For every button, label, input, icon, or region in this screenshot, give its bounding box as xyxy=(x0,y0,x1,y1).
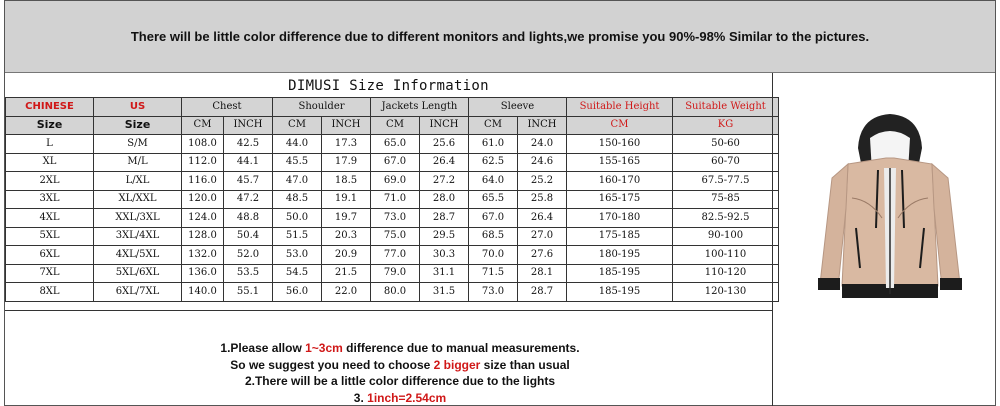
unit-sleeve-inch: INCH xyxy=(518,116,567,135)
cell-sleeve-cm: 62.5 xyxy=(469,153,518,172)
cell-shoulder-cm: 53.0 xyxy=(273,246,322,265)
cell-chest-inch: 53.5 xyxy=(224,264,273,283)
cell-shoulder-inch: 17.9 xyxy=(322,153,371,172)
cell-chinese-size: 5XL xyxy=(6,227,94,246)
note-line-3: 2.There will be a little color difference due to the lights xyxy=(244,374,556,388)
unit-shoulder-inch: INCH xyxy=(322,116,371,135)
cell-shoulder-cm: 50.0 xyxy=(273,209,322,228)
cell-weight-kg: 75-85 xyxy=(673,190,779,209)
cell-sleeve-cm: 65.5 xyxy=(469,190,518,209)
cell-weight-kg: 82.5-92.5 xyxy=(673,209,779,228)
cell-chinese-size: 6XL xyxy=(6,246,94,265)
cell-chinese-size: 8XL xyxy=(6,283,94,302)
cell-weight-kg: 60-70 xyxy=(673,153,779,172)
cell-length-cm: 80.0 xyxy=(371,283,420,302)
cell-shoulder-cm: 45.5 xyxy=(273,153,322,172)
cell-us-size: 6XL/7XL xyxy=(94,283,182,302)
cell-weight-kg: 100-110 xyxy=(673,246,779,265)
cell-shoulder-cm: 56.0 xyxy=(273,283,322,302)
cell-shoulder-inch: 18.5 xyxy=(322,172,371,191)
table-row xyxy=(6,135,779,154)
unit-length-inch: INCH xyxy=(420,116,469,135)
cell-chest-inch: 48.8 xyxy=(224,209,273,228)
cell-chest-cm: 108.0 xyxy=(182,135,224,154)
header-jackets-length: Jackets Length xyxy=(371,98,469,117)
cell-chest-cm: 112.0 xyxy=(182,153,224,172)
cell-sleeve-cm: 64.0 xyxy=(469,172,518,191)
unit-chest-inch: INCH xyxy=(224,116,273,135)
note-highlight: 2 bigger xyxy=(433,357,481,372)
cell-shoulder-inch: 21.5 xyxy=(322,264,371,283)
cell-height-cm: 155-165 xyxy=(567,153,673,172)
cell-length-cm: 65.0 xyxy=(371,135,420,154)
table-row xyxy=(6,209,779,228)
cell-us-size: XL/XXL xyxy=(94,190,182,209)
unit-height-cm: CM xyxy=(567,116,673,135)
note-line-4: 3. 1inch=2.54cm xyxy=(353,390,447,405)
cell-length-inch: 26.4 xyxy=(420,153,469,172)
unit-sleeve-cm: CM xyxy=(469,116,518,135)
cell-chest-inch: 47.2 xyxy=(224,190,273,209)
size-table-title: DIMUSI Size Information xyxy=(288,77,489,94)
cell-height-cm: 150-160 xyxy=(567,135,673,154)
cell-shoulder-cm: 51.5 xyxy=(273,227,322,246)
hooded-jacket-icon xyxy=(790,108,990,308)
cell-sleeve-inch: 24.0 xyxy=(518,135,567,154)
cell-weight-kg: 110-120 xyxy=(673,264,779,283)
header-chest: Chest xyxy=(182,98,273,117)
cell-chest-cm: 116.0 xyxy=(182,172,224,191)
cell-sleeve-cm: 67.0 xyxy=(469,209,518,228)
cell-length-inch: 29.5 xyxy=(420,227,469,246)
banner-text: There will be little color difference due to different monitors and lights,we promise you 90%-98% Similar to the pictures. xyxy=(130,29,870,44)
unit-length-cm: CM xyxy=(371,116,420,135)
cell-length-inch: 31.5 xyxy=(420,283,469,302)
cell-height-cm: 185-195 xyxy=(567,283,673,302)
cell-length-inch: 28.0 xyxy=(420,190,469,209)
cell-weight-kg: 90-100 xyxy=(673,227,779,246)
cell-chest-inch: 55.1 xyxy=(224,283,273,302)
note-line-2: So we suggest you need to choose 2 bigger size than usual xyxy=(230,357,570,372)
cell-length-cm: 67.0 xyxy=(371,153,420,172)
cell-chest-cm: 136.0 xyxy=(182,264,224,283)
table-row xyxy=(6,153,779,172)
size-table xyxy=(5,97,779,302)
cell-sleeve-cm: 61.0 xyxy=(469,135,518,154)
cell-chinese-size: XL xyxy=(6,153,94,172)
unit-chinese-size: Size xyxy=(6,116,94,135)
cell-length-inch: 25.6 xyxy=(420,135,469,154)
cell-chest-inch: 45.7 xyxy=(224,172,273,191)
cell-weight-kg: 120-130 xyxy=(673,283,779,302)
cell-chinese-size: 7XL xyxy=(6,264,94,283)
cell-height-cm: 175-185 xyxy=(567,227,673,246)
cell-chest-cm: 128.0 xyxy=(182,227,224,246)
cell-sleeve-inch: 24.6 xyxy=(518,153,567,172)
cell-height-cm: 160-170 xyxy=(567,172,673,191)
cell-height-cm: 165-175 xyxy=(567,190,673,209)
cell-us-size: 4XL/5XL xyxy=(94,246,182,265)
jacket-image xyxy=(790,108,990,308)
cell-chinese-size: 4XL xyxy=(6,209,94,228)
cell-height-cm: 170-180 xyxy=(567,209,673,228)
cell-weight-kg: 67.5-77.5 xyxy=(673,172,779,191)
cell-sleeve-cm: 71.5 xyxy=(469,264,518,283)
cell-us-size: 3XL/4XL xyxy=(94,227,182,246)
header-chinese: CHINESE xyxy=(6,98,94,117)
unit-shoulder-cm: CM xyxy=(273,116,322,135)
cell-us-size: XXL/3XL xyxy=(94,209,182,228)
cell-sleeve-cm: 68.5 xyxy=(469,227,518,246)
cell-length-inch: 27.2 xyxy=(420,172,469,191)
notes-section xyxy=(5,310,772,406)
note-line-1: 1.Please allow 1~3cm difference due to manual measurements. xyxy=(220,341,580,355)
cell-height-cm: 185-195 xyxy=(567,264,673,283)
cell-sleeve-cm: 73.0 xyxy=(469,283,518,302)
cell-chest-cm: 120.0 xyxy=(182,190,224,209)
cell-length-inch: 28.7 xyxy=(420,209,469,228)
cell-sleeve-inch: 28.1 xyxy=(518,264,567,283)
cell-chest-inch: 50.4 xyxy=(224,227,273,246)
header-shoulder: Shoulder xyxy=(273,98,371,117)
cell-shoulder-inch: 22.0 xyxy=(322,283,371,302)
cell-length-inch: 30.3 xyxy=(420,246,469,265)
cell-shoulder-cm: 44.0 xyxy=(273,135,322,154)
cell-chest-inch: 44.1 xyxy=(224,153,273,172)
cell-sleeve-inch: 27.0 xyxy=(518,227,567,246)
cell-length-cm: 75.0 xyxy=(371,227,420,246)
cell-us-size: M/L xyxy=(94,153,182,172)
unit-us-size: Size xyxy=(94,116,182,135)
cell-us-size: L/XL xyxy=(94,172,182,191)
header-suitable-height: Suitable Height xyxy=(567,98,673,117)
cell-sleeve-inch: 26.4 xyxy=(518,209,567,228)
cell-shoulder-cm: 47.0 xyxy=(273,172,322,191)
cell-sleeve-inch: 25.2 xyxy=(518,172,567,191)
cell-shoulder-cm: 54.5 xyxy=(273,264,322,283)
table-row xyxy=(6,264,779,283)
cell-sleeve-inch: 27.6 xyxy=(518,246,567,265)
cell-length-cm: 73.0 xyxy=(371,209,420,228)
cell-chinese-size: 3XL xyxy=(6,190,94,209)
table-row xyxy=(6,227,779,246)
cell-us-size: S/M xyxy=(94,135,182,154)
cell-chest-cm: 140.0 xyxy=(182,283,224,302)
cell-weight-kg: 50-60 xyxy=(673,135,779,154)
cell-chinese-size: L xyxy=(6,135,94,154)
cell-us-size: 5XL/6XL xyxy=(94,264,182,283)
cell-shoulder-inch: 20.3 xyxy=(322,227,371,246)
cell-length-cm: 79.0 xyxy=(371,264,420,283)
unit-weight-kg: KG xyxy=(673,116,779,135)
table-row xyxy=(6,172,779,191)
cell-shoulder-inch: 20.9 xyxy=(322,246,371,265)
header-unit-row xyxy=(6,116,779,135)
cell-shoulder-inch: 19.1 xyxy=(322,190,371,209)
header-sleeve: Sleeve xyxy=(469,98,567,117)
cell-length-cm: 69.0 xyxy=(371,172,420,191)
table-row xyxy=(6,246,779,265)
note-highlight: 1inch=2.54cm xyxy=(367,390,447,405)
cell-chest-cm: 132.0 xyxy=(182,246,224,265)
color-disclaimer-banner xyxy=(5,1,995,73)
header-suitable-weight: Suitable Weight xyxy=(673,98,779,117)
cell-length-inch: 31.1 xyxy=(420,264,469,283)
cell-shoulder-inch: 17.3 xyxy=(322,135,371,154)
table-row xyxy=(6,190,779,209)
cell-chest-inch: 42.5 xyxy=(224,135,273,154)
header-us: US xyxy=(94,98,182,117)
cell-sleeve-inch: 28.7 xyxy=(518,283,567,302)
cell-chinese-size: 2XL xyxy=(6,172,94,191)
header-group-row xyxy=(6,98,779,117)
cell-height-cm: 180-195 xyxy=(567,246,673,265)
cell-shoulder-cm: 48.5 xyxy=(273,190,322,209)
note-highlight: 1~3cm xyxy=(305,341,343,355)
cell-length-cm: 71.0 xyxy=(371,190,420,209)
table-row xyxy=(6,283,779,302)
cell-chest-cm: 124.0 xyxy=(182,209,224,228)
cell-sleeve-inch: 25.8 xyxy=(518,190,567,209)
cell-sleeve-cm: 70.0 xyxy=(469,246,518,265)
cell-chest-inch: 52.0 xyxy=(224,246,273,265)
cell-length-cm: 77.0 xyxy=(371,246,420,265)
cell-shoulder-inch: 19.7 xyxy=(322,209,371,228)
unit-chest-cm: CM xyxy=(182,116,224,135)
